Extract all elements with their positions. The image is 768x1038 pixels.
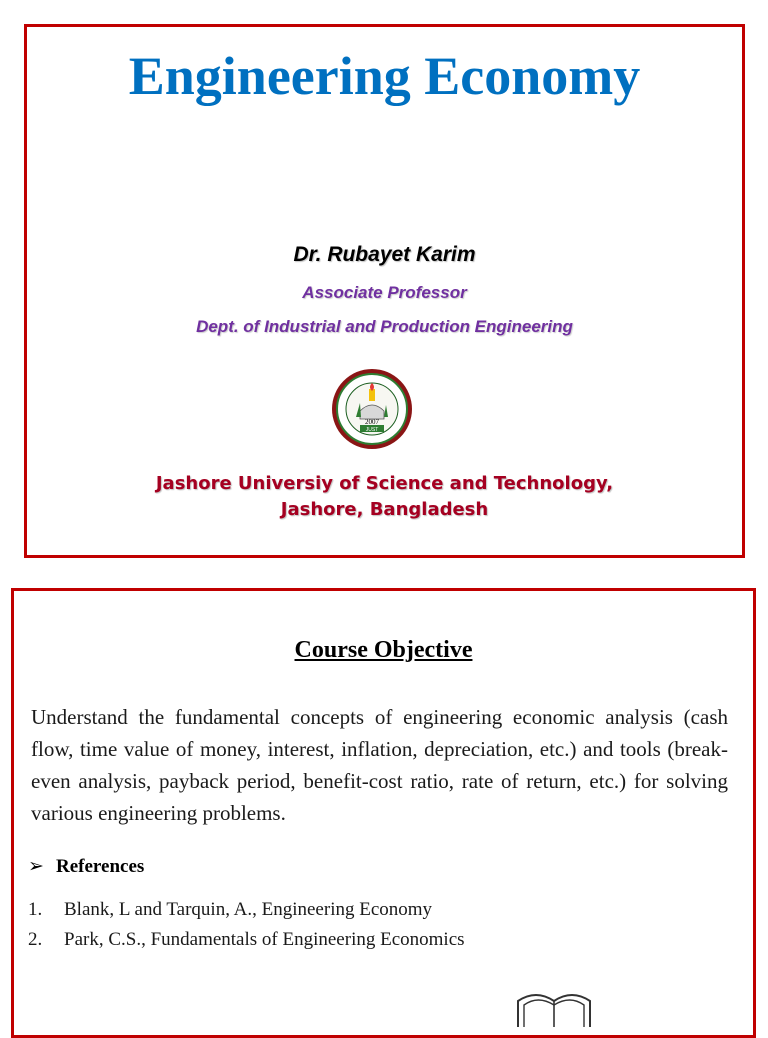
list-item (28, 895, 465, 925)
course-objective-text: Understand the fundamental concepts of engineering economic analysis (cash flow, time value of money, interest, inflation, depreciation, etc.) and tools (break-even analysis, payback period, benefit-cost ratio, rate of return, etc.) for solving various engineering problems. (31, 705, 728, 825)
author-department: Dept. of Industrial and Production Engineering (196, 317, 573, 336)
references-label: References (56, 856, 145, 877)
logo-year: 2007 (365, 418, 379, 426)
university-line-1: Jashore Universiy of Science and Technology, (155, 473, 614, 494)
course-objective-heading: Course Objective (294, 637, 473, 663)
university-line-2: Jashore, Bangladesh (280, 499, 489, 520)
reference-text: Blank, L and Tarquin, A., Engineering Economy (64, 899, 433, 920)
list-item (28, 925, 465, 955)
slide-title: Engineering Economy (128, 46, 641, 106)
reference-text: Park, C.S., Fundamentals of Engineering Economics (64, 929, 465, 950)
open-book-icon (514, 987, 594, 1027)
reference-number: 2. (28, 929, 43, 950)
university-logo (330, 367, 414, 451)
title-slide (24, 24, 745, 558)
author-name: Dr. Rubayet Karim (293, 243, 476, 266)
arrow-bullet-icon: ➢ (28, 856, 44, 877)
university-name (27, 471, 742, 523)
references-list (28, 895, 465, 955)
author-role: Associate Professor (302, 283, 467, 302)
course-objective-slide (11, 588, 756, 1038)
logo-abbr: JUST (365, 427, 379, 433)
reference-number: 1. (28, 899, 43, 920)
references-heading (28, 855, 144, 878)
